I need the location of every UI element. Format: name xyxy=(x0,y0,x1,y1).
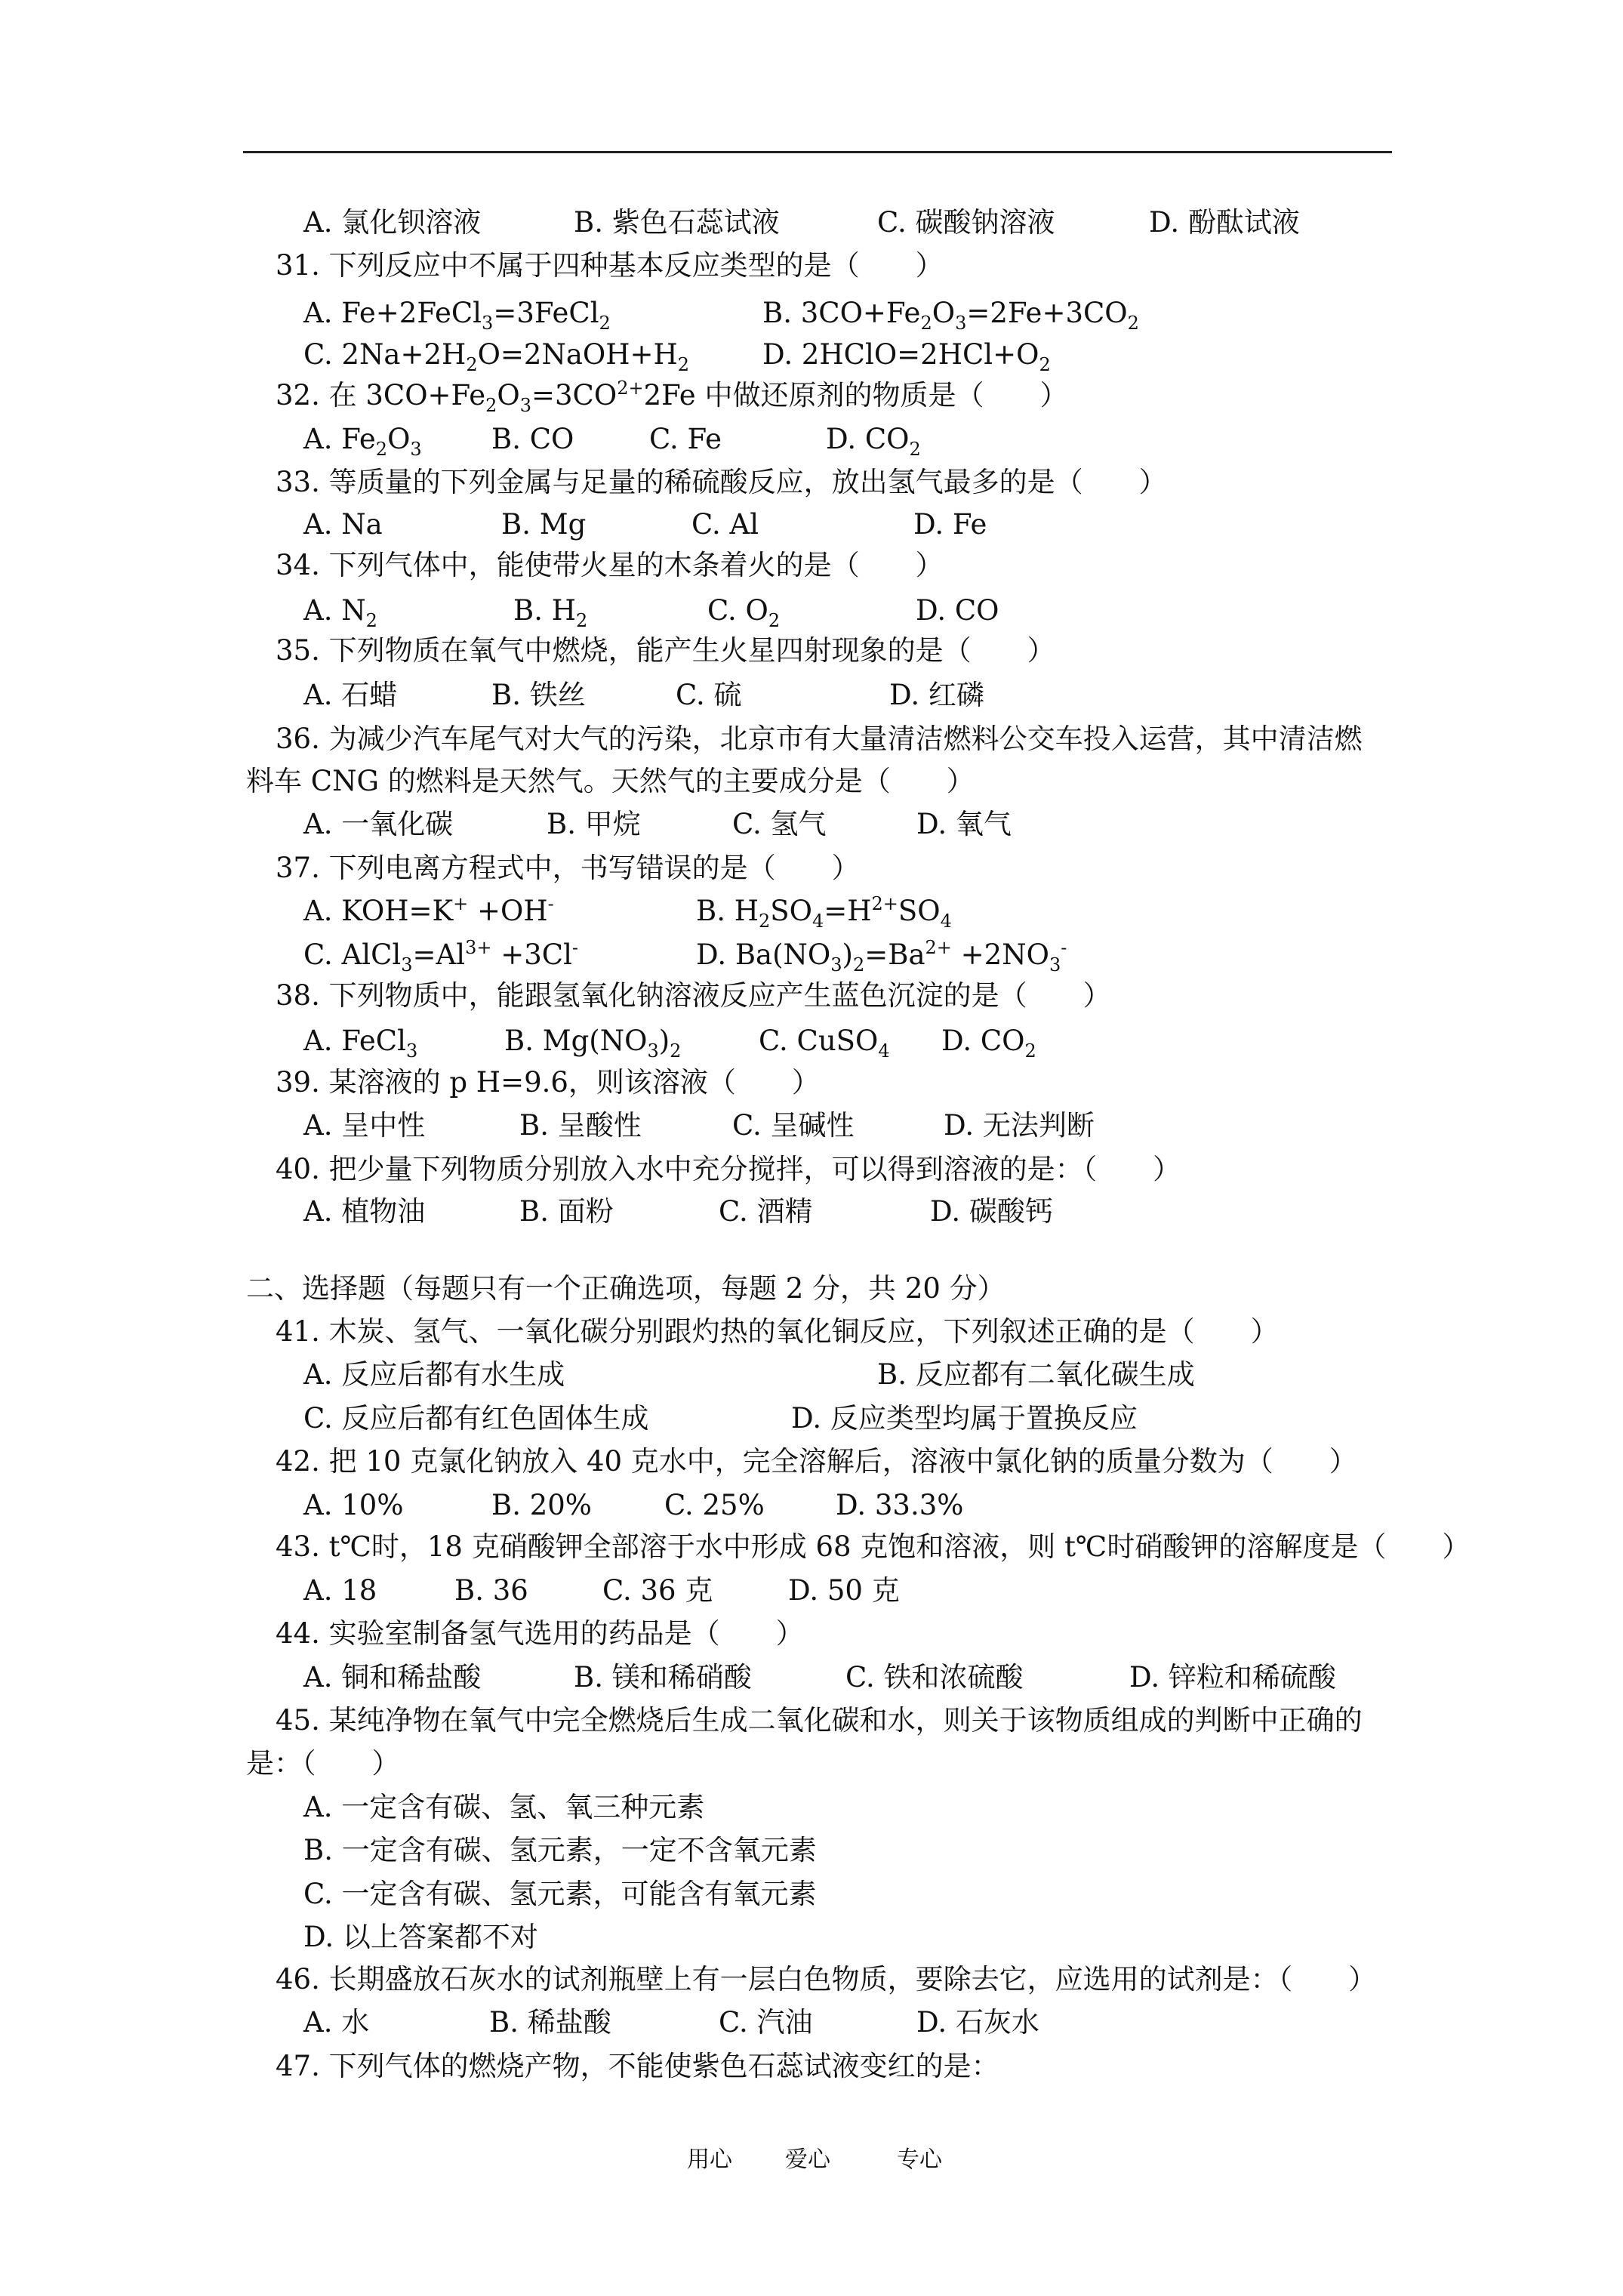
option-d: D. $Ba(NO_3)_2=Ba^{2+} +2NO_3^-$ xyxy=(696,937,1067,975)
option-c: C. 反应后都有红色固体生成 xyxy=(303,1402,649,1435)
options-row xyxy=(0,589,1623,633)
options-row xyxy=(0,333,1623,377)
option-a: A. Na xyxy=(303,508,383,541)
options-row xyxy=(0,201,1623,245)
option-c: C. 氢气 xyxy=(732,808,827,840)
option-a: A. KOH=K+ +OH- xyxy=(303,893,554,927)
option-a: A. 氯化钡溶液 xyxy=(303,206,482,239)
options-row xyxy=(0,1019,1623,1063)
option-c: C. 汽油 xyxy=(719,2006,813,2039)
question-35 xyxy=(0,629,1623,673)
option-b: B. 一定含有碳、氢元素，一定不含氧元素 xyxy=(303,1834,817,1866)
option-c: C. 36 克 xyxy=(602,1574,713,1607)
option-b: B. 镁和稀硝酸 xyxy=(574,1661,752,1693)
option-b: B. 面粉 xyxy=(519,1195,614,1228)
question-stem: 39. 某溶液的 p H=9.6，则该溶液（ ） xyxy=(276,1066,820,1099)
option-d: D. 碳酸钙 xyxy=(930,1195,1053,1228)
option-b: B. $H_2$ xyxy=(513,594,588,631)
option-c: C. 碳酸钠溶液 xyxy=(877,206,1055,239)
option-b: B. 甲烷 xyxy=(547,808,641,840)
question-stem: 31. 下列反应中不属于四种基本反应类型的是（ ） xyxy=(276,249,944,282)
option-a: A. 反应后都有水生成 xyxy=(303,1358,565,1391)
option-c: C. 铁和浓硫酸 xyxy=(845,1661,1024,1693)
option-d: D. 石灰水 xyxy=(916,2006,1039,2039)
option-b: B. 反应都有二氧化碳生成 xyxy=(877,1358,1195,1391)
option-b: B. $Mg(NO_3)_2$ xyxy=(504,1025,682,1062)
option-c: C. $2Na+2H_2O=2NaOH+H_2$ xyxy=(303,338,690,375)
option-d: D. 无法判断 xyxy=(944,1109,1095,1142)
option-d: D. CO xyxy=(916,594,999,627)
option-c: C. 一定含有碳、氢元素，可能含有氧元素 xyxy=(303,1878,817,1910)
footer-text: 用心 xyxy=(687,2147,732,2173)
options-row xyxy=(0,503,1623,547)
option-a: A. 一氧化碳 xyxy=(303,808,454,840)
question-32 xyxy=(0,374,1623,418)
option-b: B. 紫色石蕊试液 xyxy=(574,206,780,239)
options-row xyxy=(0,933,1623,977)
question-stem: 47. 下列气体的燃烧产物，不能使紫色石蕊试液变红的是： xyxy=(276,2050,999,2082)
options-row xyxy=(0,1353,1623,1397)
question-stem: 41. 木炭、氢气、一氧化碳分别跟灼热的氧化铜反应，下列叙述正确的是（ ） xyxy=(276,1315,1279,1348)
question-38 xyxy=(0,974,1623,1018)
question-45 xyxy=(0,1699,1623,1743)
option-d: D. $2HClO=2HCl+O_2$ xyxy=(762,338,1051,375)
options-row xyxy=(0,673,1623,717)
option-d: D. 酚酞试液 xyxy=(1149,206,1300,239)
option-a: A. 铜和稀盐酸 xyxy=(303,1661,482,1693)
question-31 xyxy=(0,244,1623,288)
option-a: A. 水 xyxy=(303,2006,370,2039)
option-b: B. 20% xyxy=(491,1489,592,1521)
option-b: B. CO xyxy=(491,423,574,455)
option-d: D. Fe xyxy=(913,508,987,541)
question-stem: 42. 把 10 克氯化钠放入 40 克水中，完全溶解后，溶液中氯化钠的质量分数为（ ） xyxy=(276,1445,1357,1478)
options-row xyxy=(0,291,1623,335)
option-a: A. $N_2$ xyxy=(303,594,377,631)
options-row xyxy=(0,1569,1623,1613)
option-a: A. Fe+2FeCl$_3$=3FeCl$_2$ xyxy=(303,297,611,334)
options-row xyxy=(0,1190,1623,1234)
question-47 xyxy=(0,2045,1623,2088)
options-row xyxy=(0,803,1623,846)
page-footer xyxy=(0,2141,1623,2179)
option-c: C. Fe xyxy=(649,423,722,455)
option-d: D. 红磷 xyxy=(889,679,984,711)
question-stem: 料车 CNG 的燃料是天然气。天然气的主要成分是（ ） xyxy=(246,765,975,797)
option-b: B. Mg xyxy=(501,508,587,541)
question-stem: 38. 下列物质中，能跟氢氧化钠溶液反应产生蓝色沉淀的是（ ） xyxy=(276,979,1111,1012)
options-row xyxy=(0,418,1623,461)
option-a: A. $Fe_2O_3$ xyxy=(303,423,422,460)
options-row xyxy=(0,1829,1623,1872)
option-a: A. 植物油 xyxy=(303,1195,426,1228)
options-row xyxy=(0,2001,1623,2045)
question-45-cont xyxy=(0,1742,1623,1786)
question-stem: 32. 在 $3CO+Fe_2O_3=3CO^{2+}2Fe$ 中做还原剂的物质是（ ） xyxy=(276,378,1068,416)
options-row xyxy=(0,889,1623,933)
question-stem: 44. 实验室制备氢气选用的药品是（ ） xyxy=(276,1617,804,1650)
options-row xyxy=(0,1656,1623,1700)
question-40 xyxy=(0,1148,1623,1191)
question-44 xyxy=(0,1612,1623,1656)
option-a: A. 石蜡 xyxy=(303,679,398,711)
option-c: C. $AlCl_3=Al^{3+} +3Cl^-$ xyxy=(303,937,579,975)
question-stem: 是：（ ） xyxy=(246,1747,400,1780)
question-stem: 45. 某纯净物在氧气中完全燃烧后生成二氧化碳和水，则关于该物质组成的判断中正确的 xyxy=(276,1704,1363,1737)
option-d: D. $CO_2$ xyxy=(941,1025,1036,1062)
option-d: D. 33.3% xyxy=(836,1489,964,1521)
option-b: B. $H_2SO_4=H^{2+}SO_4$ xyxy=(696,893,952,932)
question-39 xyxy=(0,1061,1623,1105)
options-row xyxy=(0,1872,1623,1916)
option-c: C. 硫 xyxy=(676,679,742,711)
question-stem: 43. t℃时，18 克硝酸钾全部溶于水中形成 68 克饱和溶液，则 t℃时硝酸钾的溶解度是（ ） xyxy=(276,1530,1471,1563)
option-b: B. 铁丝 xyxy=(491,679,586,711)
section-title: 二、选择题（每题只有一个正确选项，每题 2 分，共 20 分） xyxy=(246,1272,1006,1305)
footer-text: 爱心 xyxy=(785,2147,830,2173)
options-row xyxy=(0,1104,1623,1148)
question-stem: 33. 等质量的下列金属与足量的稀硫酸反应，放出氢气最多的是（ ） xyxy=(276,466,1167,498)
option-a: A. 18 xyxy=(303,1574,377,1607)
option-b: B. $3CO+Fe_2O_3=2Fe+3CO_2$ xyxy=(762,297,1139,334)
option-c: C. Al xyxy=(691,508,759,541)
option-b: B. 呈酸性 xyxy=(519,1109,642,1142)
option-b: B. 36 xyxy=(454,1574,528,1607)
question-43 xyxy=(0,1525,1623,1569)
option-c: C. 呈碱性 xyxy=(732,1109,855,1142)
question-42 xyxy=(0,1440,1623,1484)
question-36 xyxy=(0,717,1623,761)
question-34 xyxy=(0,544,1623,587)
option-d: D. 锌粒和稀硫酸 xyxy=(1129,1661,1336,1693)
section-heading xyxy=(0,1267,1623,1311)
option-c: C. CuSO$_4$ xyxy=(759,1025,890,1062)
question-37 xyxy=(0,846,1623,890)
header-rule xyxy=(243,151,1392,153)
option-c: C. 酒精 xyxy=(719,1195,813,1228)
question-36-cont xyxy=(0,760,1623,803)
option-a: A. 呈中性 xyxy=(303,1109,426,1142)
option-a: A. FeCl$_3$ xyxy=(303,1025,418,1062)
question-stem: 40. 把少量下列物质分别放入水中充分搅拌，可以得到溶液的是：（ ） xyxy=(276,1153,1181,1185)
question-41 xyxy=(0,1310,1623,1354)
option-a: A. 10% xyxy=(303,1489,404,1521)
footer-text: 专心 xyxy=(897,2147,942,2173)
options-row xyxy=(0,1915,1623,1959)
options-row xyxy=(0,1786,1623,1829)
option-b: B. 稀盐酸 xyxy=(489,2006,611,2039)
option-d: D. 以上答案都不对 xyxy=(303,1921,538,1953)
options-row xyxy=(0,1397,1623,1441)
option-d: D. 反应类型均属于置换反应 xyxy=(791,1402,1138,1435)
question-stem: 37. 下列电离方程式中，书写错误的是（ ） xyxy=(276,852,860,884)
option-a: A. 一定含有碳、氢、氧三种元素 xyxy=(303,1791,705,1823)
question-stem: 35. 下列物质在氧气中燃烧，能产生火星四射现象的是（ ） xyxy=(276,634,1055,667)
option-d: D. $CO_2$ xyxy=(826,423,921,460)
option-d: D. 50 克 xyxy=(788,1574,900,1607)
option-c: C. $O_2$ xyxy=(707,594,781,631)
question-46 xyxy=(0,1958,1623,2002)
question-stem: 34. 下列气体中，能使带火星的木条着火的是（ ） xyxy=(276,549,944,581)
question-stem: 36. 为减少汽车尾气对大气的污染，北京市有大量清洁燃料公交车投入运营，其中清洁燃 xyxy=(276,723,1363,755)
question-stem: 46. 长期盛放石灰水的试剂瓶壁上有一层白色物质，要除去它，应选用的试剂是：（ ） xyxy=(276,1963,1377,1996)
options-row xyxy=(0,1484,1623,1527)
option-d: D. 氧气 xyxy=(916,808,1012,840)
option-c: C. 25% xyxy=(664,1489,765,1521)
question-33 xyxy=(0,461,1623,504)
